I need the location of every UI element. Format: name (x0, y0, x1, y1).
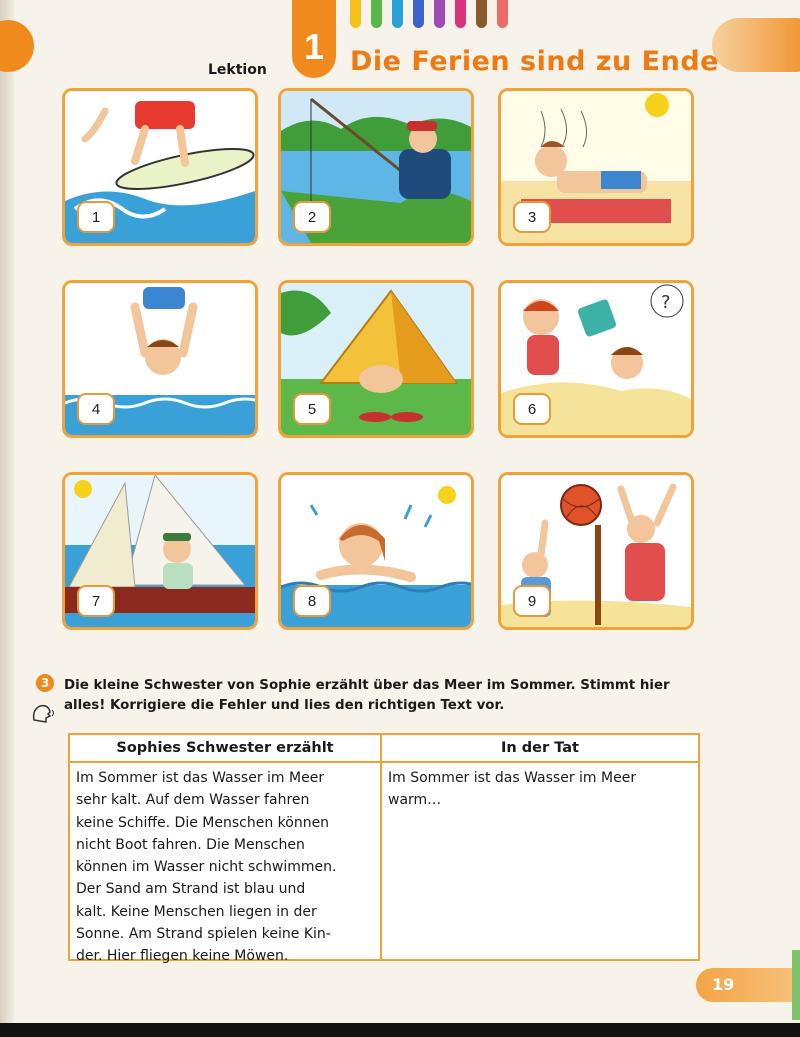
text-line: Der Sand am Strand ist blau und (76, 881, 306, 898)
picture-number: 8 (293, 585, 331, 617)
color-stripes (350, 0, 508, 28)
picture-6-sand-playing (498, 280, 694, 438)
exercise-number-badge: 3 (36, 674, 54, 692)
lesson-number-tab (292, 0, 336, 78)
picture-9-volleyball (498, 472, 694, 630)
picture-8-swimming (278, 472, 474, 630)
color-stripe (392, 0, 403, 28)
picture-4-diving (62, 280, 258, 438)
picture-5-camping (278, 280, 474, 438)
text-line: Im Sommer ist das Wasser im Meer (76, 770, 325, 786)
text-line: keine Schiffe. Die Menschen können (76, 814, 330, 831)
table-body-left (70, 763, 380, 968)
color-stripe (497, 0, 508, 28)
table-body-right (382, 763, 698, 812)
instruction-line: Die kleine Schwester von Sophie erzählt über das Meer im Sommer. Stimmt hier (64, 678, 670, 693)
text-line: Im Sommer ist das Wasser im Meer (388, 770, 637, 786)
text-line: kalt. Keine Menschen liegen in der (76, 903, 317, 920)
lektion-label: Lektion (208, 62, 267, 78)
picture-2-fishing (278, 88, 474, 246)
picture-number: 3 (513, 201, 551, 233)
picture-number: 4 (77, 393, 115, 425)
color-stripe (413, 0, 424, 28)
picture-7-sailing (62, 472, 258, 630)
text-line: warm… (388, 792, 442, 809)
picture-number: 7 (77, 585, 115, 617)
instruction-line: alles! Korrigiere die Fehler und lies den richtigen Text vor. (64, 698, 505, 713)
picture-1-surfing (62, 88, 258, 246)
picture-number: 6 (513, 393, 551, 425)
lesson-number: 1 (303, 26, 325, 67)
color-stripe (350, 0, 361, 28)
table-header-right: In der Tat (382, 735, 698, 763)
picture-number: 5 (293, 393, 331, 425)
speaking-head-icon (30, 702, 56, 724)
text-line: Sonne. Am Strand spielen keine Kin- (76, 926, 331, 943)
exercise-instruction (64, 676, 704, 716)
table-column-right (382, 735, 698, 959)
table-header-left: Sophies Schwester erzählt (70, 735, 380, 763)
color-stripe (455, 0, 466, 28)
lesson-title: Die Ferien sind zu Ende (350, 46, 719, 77)
picture-number: 9 (513, 585, 551, 617)
color-stripe (476, 0, 487, 28)
picture-number: 1 (77, 201, 115, 233)
text-line: sehr kalt. Auf dem Wasser fahren (76, 792, 310, 809)
text-line: nicht Boot fahren. Die Menschen (76, 836, 305, 853)
page-edge-right (792, 950, 800, 1020)
picture-number: 2 (293, 201, 331, 233)
color-stripe (371, 0, 382, 28)
corner-tab-left (0, 20, 34, 72)
corner-tab-right (712, 18, 800, 72)
color-stripe (434, 0, 445, 28)
text-line: der. Hier fliegen keine Möwen. (76, 948, 289, 965)
page-edge (0, 0, 14, 1037)
table-column-left (70, 735, 382, 965)
exercise-table (68, 733, 700, 965)
page-number: 19 (712, 975, 735, 994)
bottom-border (0, 1023, 800, 1037)
svg-text:?: ? (661, 292, 671, 313)
text-line: können im Wasser nicht schwimmen. (76, 859, 337, 876)
picture-3-sunbathing (498, 88, 694, 246)
